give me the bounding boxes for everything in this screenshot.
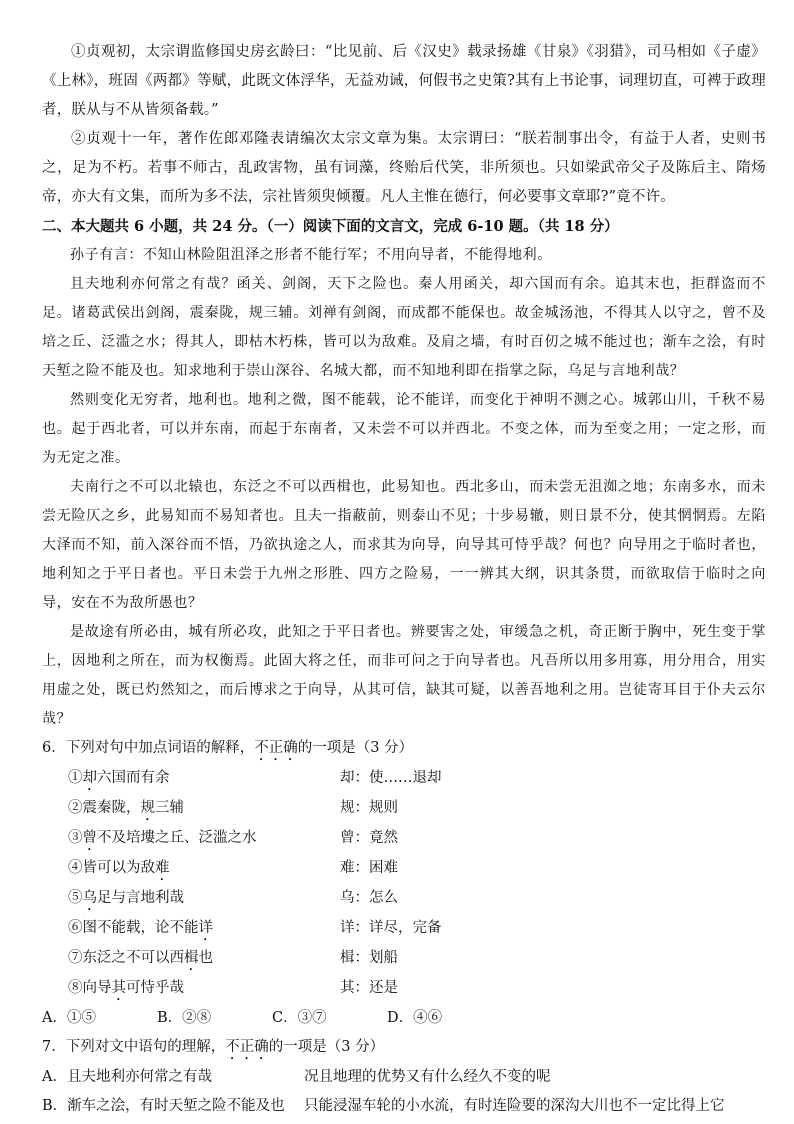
question-6-choices — [42, 1004, 766, 1033]
stem-emphasis: 不正确 — [254, 740, 298, 756]
list-item — [68, 914, 766, 944]
item-gloss: 规：规则 — [340, 800, 398, 816]
list-item — [68, 764, 766, 794]
stem-text-end: 的一项是（3 分） — [268, 1039, 385, 1055]
item-gloss: 楫：划船 — [340, 950, 398, 966]
section-2-heading: 二、本大题共 6 小题，共 24 分。（一）阅读下面的文言文，完成 6-10 题。（共 18 分） — [42, 218, 619, 235]
passage-a-para-2: ②贞观十一年，著作佐郎邓隆表请编次太宗文章为集。太宗谓曰：“朕若制事出令，有益于人者，史则书之，足为不朽。若事不师古，乱政害物，虽有词藻，终贻后代笑，非所须也。只如梁武帝父子及陈后主、隋炀帝，亦大有文集，而所为多不法，宗社皆须臾倾覆。凡人主惟在德行，何必要事文章耶?”竟不许。 — [42, 131, 766, 205]
question-6 — [42, 734, 766, 1033]
list-item — [68, 974, 766, 1004]
passage-a — [42, 38, 766, 212]
passage-b-para-4: 夫南行之不可以北辕也，东泛之不可以西楫也，此易知也。西北多山，而未尝无沮洳之地；东南多水，而未尝无险仄之乡，此易知而不易知者也。且夫一指蔽前，则泰山不见；十步易辙，则日景不分，使其惘惘焉。左陷大泽而不知，前入深谷而不悟，乃欲执途之人，而求其为向导，向导其可恃乎哉？何也？向导用之于临时者也，地利知之于平日者也。平日未尝于九州之形胜、四方之险易，一一辨其大纲，识其条贯，而欲取信于临时之向导，安在不为敌所愚也？ — [42, 479, 766, 611]
item-gloss: 其：还是 — [340, 980, 398, 996]
item-gloss: 乌：怎么 — [340, 890, 398, 906]
item-sentence: ⑦东泛之不可以西楫也 — [68, 950, 213, 966]
stem-text: 7．下列对文中语句的理解， — [42, 1039, 226, 1055]
question-7-option-a[interactable] — [42, 1063, 766, 1092]
exam-page — [42, 38, 766, 1121]
option-meaning: 只能浸湿车轮的小水流，有时连险要的深沟大川也不一定比得上它 — [304, 1098, 725, 1114]
list-item — [68, 824, 766, 854]
question-6-stem — [42, 734, 766, 764]
choice-c[interactable]: C．③⑦ — [272, 1010, 327, 1026]
stem-text: 6．下列对句中加点词语的解释， — [42, 740, 255, 756]
choice-b[interactable]: B．②⑧ — [157, 1010, 212, 1026]
passage-b — [42, 241, 766, 734]
list-item — [68, 884, 766, 914]
item-gloss: 曾：竟然 — [340, 830, 398, 846]
option-meaning: 况且地理的优势又有什么经久不变的呢 — [304, 1069, 551, 1085]
item-gloss: 却：使……退却 — [340, 770, 442, 786]
passage-b-para-3: 然则变化无穷者，地利也。地利之微，图不能载，论不能详，而变化于神明不测之心。城郭山川，千秋不易也。起于西北者，可以并东南，而起于东南者，又未尝不可以并西北。不变之体，而为至变之用；一定之形，而为无定之准。 — [42, 392, 766, 466]
list-item — [68, 944, 766, 974]
item-sentence: ⑥图不能载，论不能详 — [68, 920, 213, 936]
stem-text-end: 的一项是（3 分） — [297, 740, 414, 756]
item-sentence: ⑤乌足与言地利哉 — [68, 890, 184, 906]
question-7-stem — [42, 1033, 766, 1063]
list-item — [68, 794, 766, 824]
stem-emphasis: 不正确 — [225, 1039, 269, 1055]
choice-a[interactable]: A．①⑤ — [42, 1010, 96, 1026]
item-sentence: ④皆可以为敌难 — [68, 860, 170, 876]
item-sentence: ①却六国而有余 — [68, 770, 170, 786]
question-7 — [42, 1033, 766, 1121]
choice-d[interactable]: D．④⑥ — [387, 1010, 443, 1026]
item-gloss: 详：详尽，完备 — [340, 920, 442, 936]
option-sentence: A．且夫地利亦何常之有哉 — [42, 1069, 212, 1085]
passage-a-para-1: ①贞观初，太宗谓监修国史房玄龄曰：“比见前、后《汉史》载录扬雄《甘泉》《羽猎》，司马相如《子虚》《上林》，班固《两都》等赋，此既文体浮华，无益劝诫，何假书之史策?其有上书论事，词理切直，可裨于政理者，朕从与不从皆须备载。” — [42, 44, 766, 118]
item-gloss: 难：困难 — [340, 860, 398, 876]
passage-b-para-2: 且夫地利亦何常之有哉？函关、剑阁，天下之险也。秦人用函关，却六国而有余。追其末也，拒群盗而不足。诸葛武侯出剑阁，震秦陇，规三辅。刘禅有剑阁，而成都不能保也。故金城汤池，不得其人以守之，曾不及培之丘、泛滥之水；得其人，即枯木朽株，皆可以为敌难。及肩之墙，有时百仞之城不能过也；渐车之浍，有时天堑之险不能及也。知求地利于崇山深谷、名城大都，而不知地利即在指掌之际，乌足与言地利哉？ — [42, 276, 766, 379]
question-7-option-b[interactable] — [42, 1092, 766, 1121]
list-item — [68, 854, 766, 884]
passage-b-para-5: 是故途有所必由，城有所必攻，此知之于平日者也。辨要害之处，审缓急之机，奇正断于胸中，死生变于掌上，因地利之所在，而为权衡焉。此固大将之任，而非可问之于向导者也。凡吾所以用多用寡，用分用合，用实用虚之处，既已灼然知之，而后博求之于向导，从其可信，缺其可疑，以善吾地利之用。岂徒寄耳目于仆夫云尔哉？ — [42, 624, 766, 727]
item-sentence: ⑧向导其可恃乎哉 — [68, 980, 184, 996]
option-sentence: B．渐车之浍，有时天堑之险不能及也 — [42, 1098, 285, 1114]
item-sentence: ③曾不及培塿之丘、泛滥之水 — [68, 830, 257, 846]
question-6-items — [68, 764, 766, 1004]
passage-b-para-1: 孙子有言：不知山林险阻沮泽之形者不能行军；不用向导者，不能得地利。 — [70, 247, 552, 263]
item-sentence: ②震秦陇，规三辅 — [68, 800, 184, 816]
